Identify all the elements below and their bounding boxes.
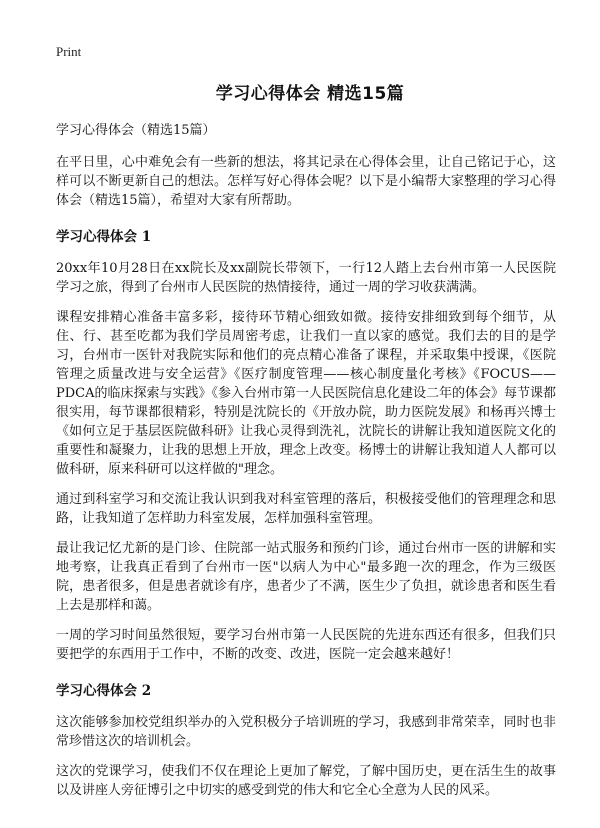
section-heading: 学习心得体会 2 (56, 683, 152, 699)
intro-paragraph: 在平日里，心中难免会有一些新的想法，将其记录在心得体会里，让自己铭记于心，这样可以不断更新自己的想法。怎样写好心得体会呢？以下是小编帮大家整理的学习心得体会（精选15篇），希望对大家有所帮助。 (56, 155, 556, 208)
page-title: 学习心得体会 精选15篇 (215, 84, 405, 104)
article-subtitle: 学习心得体会（精选15篇） (56, 123, 216, 138)
section-paragraph: 20xx年10月28日在xx院长及xx副院长带领下，一行12人踏上去台州市第一人民医院学习之旅，得到了台州市人民医院的热情接待，通过一周的学习收获满满。 (56, 261, 556, 295)
section-paragraph: 这次能够参加校党组织举办的入党积极分子培训班的学习，我感到非常荣幸，同时也非常珍惜这次的培训机会。 (56, 715, 556, 749)
section-paragraph: 最让我记忆尤新的是门诊、住院部一站式服务和预约门诊，通过台州市一医的讲解和实地考察，让我真正看到了台州市一医"以病人为中心"最多跑一次的理念，作为三级医院，患者很多，但是患者就诊有序，患者少了不满，医生少了负担，就诊患者和医生看上去是那样和蔼。 (56, 541, 556, 613)
section-heading: 学习心得体会 1 (56, 229, 152, 245)
print-link[interactable]: Print (56, 44, 82, 59)
section-paragraph: 一周的学习时间虽然很短，要学习台州市第一人民医院的先进东西还有很多，但我们只要把学的东西用于工作中，不断的改变、改进，医院一定会越来越好！ (56, 628, 556, 662)
section-paragraph: 这次的党课学习，使我们不仅在理论上更加了解党，了解中国历史，更在活生生的故事以及讲座人旁征博引之中切实的感受到党的伟大和它全心全意为人民的风采。 (56, 764, 556, 798)
section-paragraph: 课程安排精心准备丰富多彩，接待环节精心细致如微。接待安排细致到每个细节，从住、行、甚至吃都为我们学员周密考虑，让我们一直以家的感觉。我们去的目的是学习，台州市一医针对我院实际和他们的亮点精心准备了课程，并采取集中授课，《医院管理之质量改进与安全运营》《医疗制度管理——核心制度量化考核》《FOCUS——PDCA的临床探索与实践》《参入台州市第一人民医院信息化建设二年的体会》每节课都很实用，每节课都很精彩，特别是沈院长的《开放办院，助力医院发展》和杨再兴博士《如何立足于基层医院做科研》让我心灵得到洗礼，沈院长的讲解让我知道医院文化的重要性和凝聚力，让我的思想上开放，理念上改变。杨博士的讲解让我知道人人都可以做科研，原来科研可以这样做的"理念。 (56, 310, 557, 477)
section-paragraph: 通过到科室学习和交流让我认识到我对科室管理的落后，积极接受他们的管理理念和思路，让我知道了怎样助力科室发展，怎样加强科室管理。 (56, 492, 556, 526)
